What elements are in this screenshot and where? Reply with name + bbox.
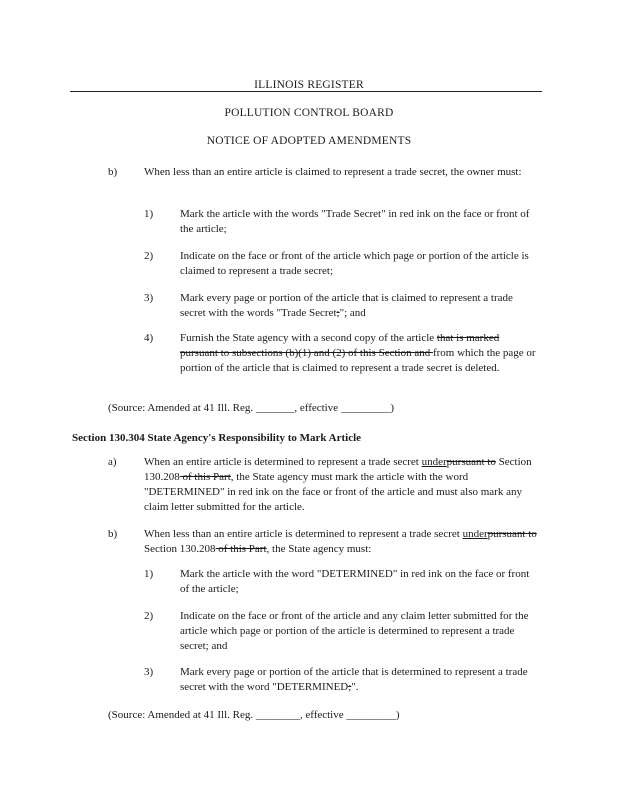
- item-number: 2): [144, 250, 154, 262]
- inserted-text: under: [421, 456, 447, 468]
- subsection-b-text: [144, 527, 538, 557]
- subsection-a-label: a): [108, 456, 117, 468]
- item-number: 4): [144, 332, 154, 344]
- item-number: 3): [144, 666, 154, 678]
- list-item: Mark the article with the word "DETERMINED" in red ink on the face or front of the article;: [180, 568, 530, 595]
- deleted-text: of this Part: [215, 543, 267, 555]
- list-item: Mark the article with the words "Trade Secret" in red ink on the face or front of the article;: [180, 208, 530, 235]
- item-text: Mark every page or portion of the article that is determined to represent a trade secret with the word "DETERMINED: [180, 666, 528, 693]
- register-title: ILLINOIS REGISTER: [254, 79, 364, 91]
- deleted-text: pursuant to: [487, 528, 537, 540]
- list-item: Indicate on the face or front of the article and any claim letter submitted for the article which page or portion of the article is determined to represent a trade secret; and: [180, 610, 529, 652]
- inserted-text: under: [462, 528, 488, 540]
- list-item: Indicate on the face or front of the article which page or portion of the article is claimed to represent a trade secret;: [180, 250, 529, 277]
- item-number: 1): [144, 568, 154, 580]
- item-text: "; and: [339, 307, 366, 319]
- notice-title: NOTICE OF ADOPTED AMENDMENTS: [206, 135, 412, 147]
- item-text: Furnish the State agency with a second copy of the article: [180, 332, 437, 344]
- subsection-b-label: b): [108, 528, 118, 540]
- source-note: (Source: Amended at 41 Ill. Reg. ________, effective _________): [108, 709, 400, 721]
- subsection-a-text: [144, 455, 538, 515]
- item-number: 3): [144, 292, 154, 304]
- subsection-b-label: b): [108, 166, 118, 178]
- list-item: [180, 665, 538, 695]
- deleted-text: that is marked pursuant to subsections (b)(1) and (2) of this Section and: [180, 332, 500, 359]
- list-item: [180, 291, 536, 321]
- list-item: [180, 331, 536, 376]
- item-text: , the State agency must mark the article with the word "DETERMINED" in red ink on the face or front of the article and must also mark any claim letter submitted for the article.: [144, 471, 522, 513]
- deleted-text: ;: [348, 681, 352, 693]
- item-text: Mark every page or portion of the article that is claimed to represent a trade secret with the words "Trade Secret: [180, 292, 513, 319]
- deleted-text: of this Part: [179, 471, 231, 483]
- section-heading: Section 130.304 State Agency's Responsibility to Mark Article: [72, 432, 362, 444]
- item-text: When an entire article is determined to represent a trade secret: [144, 456, 422, 468]
- deleted-text: ;: [336, 307, 340, 319]
- item-text: Section 130.208: [144, 543, 216, 555]
- item-text: Section 130.208: [144, 456, 532, 483]
- item-text: , the State agency must:: [266, 543, 372, 555]
- deleted-text: pursuant to: [446, 456, 496, 468]
- item-number: 1): [144, 208, 154, 220]
- subsection-b-text: When less than an entire article is claimed to represent a trade secret, the owner must:: [144, 166, 522, 178]
- board-name: POLLUTION CONTROL BOARD: [224, 107, 394, 119]
- item-text: from which the page or portion of the article that is claimed to represent a trade secret is deleted.: [180, 347, 536, 374]
- header-rule: [70, 91, 542, 92]
- item-number: 2): [144, 610, 154, 622]
- source-note: (Source: Amended at 41 Ill. Reg. _______, effective _________): [108, 402, 395, 414]
- item-text: When less than an entire article is determined to represent a trade secret: [144, 528, 463, 540]
- item-text: ".: [351, 681, 359, 693]
